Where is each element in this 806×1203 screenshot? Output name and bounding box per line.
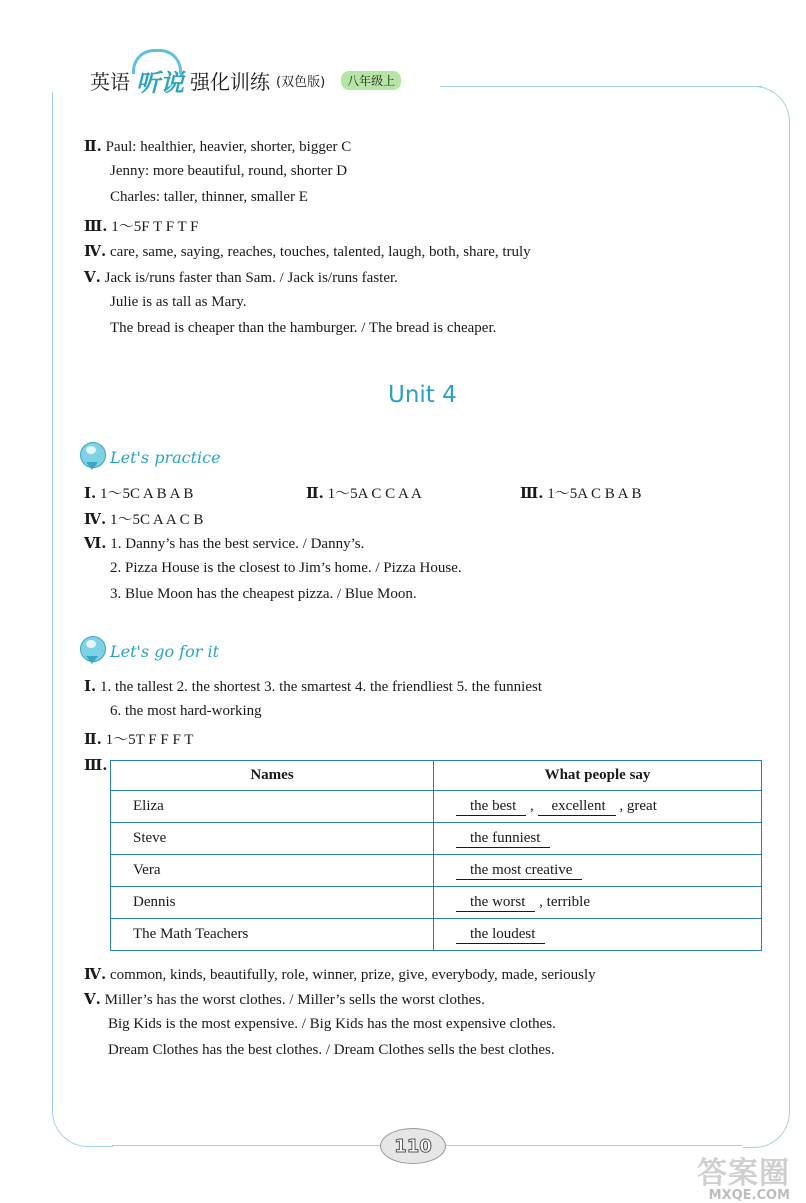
table-cell-name: Dennis (111, 887, 434, 919)
goforit-v-line-1 (84, 990, 485, 1009)
practice-vi-line-2: 2. Pizza House is the closest to Jim’s home. / Pizza House. (110, 560, 462, 576)
section-number: Ⅲ. (84, 756, 108, 774)
goforit-v-line-3: Dream Clothes has the best clothes. / Dream Clothes sells the best clothes. (108, 1042, 555, 1058)
section-number: Ⅱ. (84, 730, 102, 748)
header-grade-badge: 八年级上 (341, 71, 401, 90)
answer-text: common, kinds, beautifully, role, winner, prize, give, everybody, made, seriously (110, 967, 596, 983)
section-title: Let's go for it (110, 641, 220, 661)
section-heading-goforit (80, 636, 219, 666)
filled-blank: the loudest (456, 926, 545, 944)
answer-text: 1～5A C B A B (547, 486, 642, 502)
section-number: Ⅲ. (520, 484, 544, 502)
filled-blank: the worst (456, 894, 535, 912)
filled-blank: the best (456, 798, 526, 816)
section-number: Ⅱ. (306, 484, 324, 502)
answer-text: Miller’s has the worst clothes. / Miller’s sells the worst clothes. (104, 992, 485, 1008)
answer-iii (84, 215, 199, 236)
table-cell-say (434, 855, 762, 887)
speech-bubble-icon (80, 442, 106, 472)
section-number: Ⅴ. (84, 990, 101, 1008)
section-number: Ⅵ. (84, 534, 107, 552)
header-edition: (双色版) (276, 74, 326, 90)
goforit-iv (84, 965, 596, 984)
answer-text: 1. Danny’s has the best service. / Danny’s. (110, 536, 365, 552)
answer-text: 1. the tallest 2. the shortest 3. the smartest 4. the friendliest 5. the funniest (100, 679, 542, 695)
table-cell-say (434, 919, 762, 951)
table-header-row (111, 761, 762, 791)
page-header (90, 60, 401, 100)
cell-tail: , great (619, 797, 657, 814)
table-cell-name: The Math Teachers (111, 919, 434, 951)
table-cell-name: Eliza (111, 791, 434, 823)
answer-text: 1～5C A B A B (100, 486, 194, 502)
watermark (697, 1148, 790, 1203)
answer-text: 1～5A C C A A (327, 486, 422, 502)
practice-vi-line-1 (84, 534, 364, 553)
answer-text: Paul: healthier, heavier, shorter, bigger C (105, 139, 352, 155)
section-number: Ⅰ. (84, 677, 97, 695)
practice-iv (84, 508, 203, 529)
table-cell-say (434, 823, 762, 855)
unit-title: Unit 4 (388, 382, 457, 408)
goforit-i-line-2: 6. the most hard-working (110, 703, 262, 719)
practice-vi-line-3: 3. Blue Moon has the cheapest pizza. / Blue Moon. (110, 586, 417, 602)
column-header-what-people-say: What people say (434, 761, 762, 791)
section-title: Let's practice (110, 447, 221, 467)
goforit-i-line-1 (84, 677, 542, 696)
header-train: 强化训练 (190, 69, 270, 94)
frame-right-border (743, 86, 790, 1148)
table-cell-name: Steve (111, 823, 434, 855)
section-heading-practice (80, 442, 221, 472)
answer-text: care, same, saying, reaches, touches, talented, laugh, both, share, truly (110, 244, 531, 260)
page-number: 110 (380, 1128, 446, 1164)
section-number: Ⅴ. (84, 268, 101, 286)
frame-top-border (440, 86, 762, 87)
answer-iv (84, 242, 531, 261)
goforit-iii-number (84, 756, 108, 775)
answer-v-line-2: Julie is as tall as Mary. (110, 294, 247, 310)
practice-ii (306, 482, 422, 503)
answer-text: 1～5T F F F T (105, 732, 194, 748)
answer-ii-line-2: Jenny: more beautiful, round, shorter D (110, 163, 348, 179)
answer-text: 1～5C A A C B (110, 512, 204, 528)
answer-ii-line-3: Charles: taller, thinner, smaller E (110, 189, 308, 205)
filled-blank: the most creative (456, 862, 582, 880)
answer-v-line-1 (84, 268, 398, 287)
section-number: Ⅱ. (84, 137, 102, 155)
watermark-site: MXQE.COM (708, 1188, 790, 1203)
speech-bubble-icon (80, 636, 106, 666)
answer-text: Jack is/runs faster than Sam. / Jack is/runs faster. (104, 270, 398, 286)
table-cell-say (434, 791, 762, 823)
column-header-names: Names (111, 761, 434, 791)
filled-blank: excellent (538, 798, 616, 816)
answer-ii-line-1 (84, 137, 351, 156)
table-cell-say (434, 887, 762, 919)
headphone-icon (132, 49, 182, 74)
practice-i (84, 482, 193, 503)
filled-blank: the funniest (456, 830, 550, 848)
answer-v-line-3: The bread is cheaper than the hamburger. / The bread is cheaper. (110, 320, 497, 336)
header-listen (136, 63, 184, 98)
cell-tail: , terrible (539, 893, 590, 910)
table-row (111, 791, 762, 823)
goforit-ii (84, 728, 193, 749)
frame-left-border (52, 92, 53, 1102)
header-subject: 英语 (90, 69, 130, 94)
goforit-v-line-2: Big Kids is the most expensive. / Big Kids has the most expensive clothes. (108, 1016, 556, 1032)
table-row (111, 823, 762, 855)
practice-iii (520, 482, 641, 503)
table-cell-name: Vera (111, 855, 434, 887)
section-number: Ⅳ. (84, 510, 107, 528)
answer-text: 1～5F T F T F (111, 219, 199, 235)
table-row (111, 855, 762, 887)
watermark-main: 答案圈 (697, 1156, 790, 1191)
table-row (111, 919, 762, 951)
section-number: Ⅲ. (84, 217, 108, 235)
section-number: Ⅳ. (84, 965, 107, 983)
separator: , (530, 797, 534, 814)
table-row (111, 887, 762, 919)
section-number: Ⅳ. (84, 242, 107, 260)
answer-table (110, 760, 762, 951)
header-listen-text: 听说 (136, 68, 184, 97)
frame-bottom-left-corner (52, 1102, 113, 1147)
section-number: Ⅰ. (84, 484, 97, 502)
